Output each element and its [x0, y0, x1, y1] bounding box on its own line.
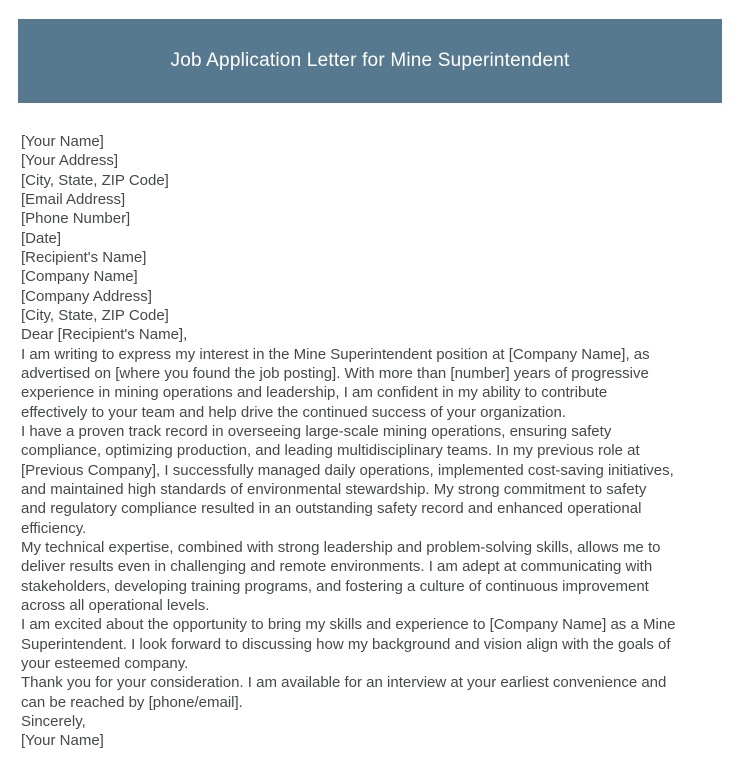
letter-line: [Email Address] — [21, 190, 126, 208]
letter-line: I have a proven track record in overseeing large-scale mining operations, ensuring safety — [21, 422, 612, 440]
letter-document — [0, 19, 740, 781]
letter-line: and maintained high standards of environmental stewardship. My strong commitment to safety — [21, 480, 647, 498]
letter-line: across all operational levels. — [21, 596, 210, 614]
letter-line: effectively to your team and help drive the continued success of your organization. — [21, 403, 567, 421]
letter-line: experience in mining operations and leadership, I am confident in my ability to contribute — [21, 384, 608, 402]
letter-line: compliance, optimizing production, and leading multidisciplinary teams. In my previous role at — [21, 442, 640, 460]
letter-line: [City, State, ZIP Code] — [21, 171, 169, 189]
letter-line: Superintendent. I look forward to discussing how my background and vision align with the goals of — [21, 635, 671, 653]
letter-line: [Company Name] — [21, 268, 138, 286]
letter-line: [City, State, ZIP Code] — [21, 306, 169, 324]
letter-line: Dear [Recipient's Name], — [21, 326, 188, 344]
letter-line: [Your Address] — [21, 152, 119, 170]
letter-title-banner — [18, 19, 722, 103]
letter-line: [Your Name] — [21, 732, 104, 750]
letter-line: Thank you for your consideration. I am available for an interview at your earliest convenience and — [21, 674, 667, 692]
letter-line: deliver results even in challenging and remote environments. I am adept at communicating with — [21, 558, 653, 576]
letter-line: [Your Name] — [21, 133, 104, 150]
letter-line: [Company Address] — [21, 287, 152, 305]
letter-line: can be reached by [phone/email]. — [21, 693, 243, 711]
page-title: Job Application Letter for Mine Superintendent — [170, 50, 570, 71]
letter-line: [Recipient's Name] — [21, 248, 147, 266]
letter-line: and regulatory compliance resulted in an outstanding safety record and enhanced operational — [21, 500, 642, 518]
letter-line: I am writing to express my interest in the Mine Superintendent position at [Company Name], as — [21, 345, 650, 363]
letter-line: I am excited about the opportunity to bring my skills and experience to [Company Name] as a Mine — [21, 616, 676, 634]
letter-line: [Phone Number] — [21, 210, 131, 228]
letter-line: [Date] — [21, 229, 62, 247]
letter-line: [Previous Company], I successfully managed daily operations, implemented cost-saving initiatives, — [21, 461, 674, 479]
letter-body — [21, 132, 740, 751]
letter-line: My technical expertise, combined with strong leadership and problem-solving skills, allows me to — [21, 538, 661, 556]
letter-line: Sincerely, — [21, 712, 86, 730]
letter-line: stakeholders, developing training programs, and fostering a culture of continuous improvement — [21, 577, 649, 595]
letter-line: your esteemed company. — [21, 654, 189, 672]
letter-line: advertised on [where you found the job posting]. With more than [number] years of progressive — [21, 364, 649, 382]
letter-line: efficiency. — [21, 519, 87, 537]
